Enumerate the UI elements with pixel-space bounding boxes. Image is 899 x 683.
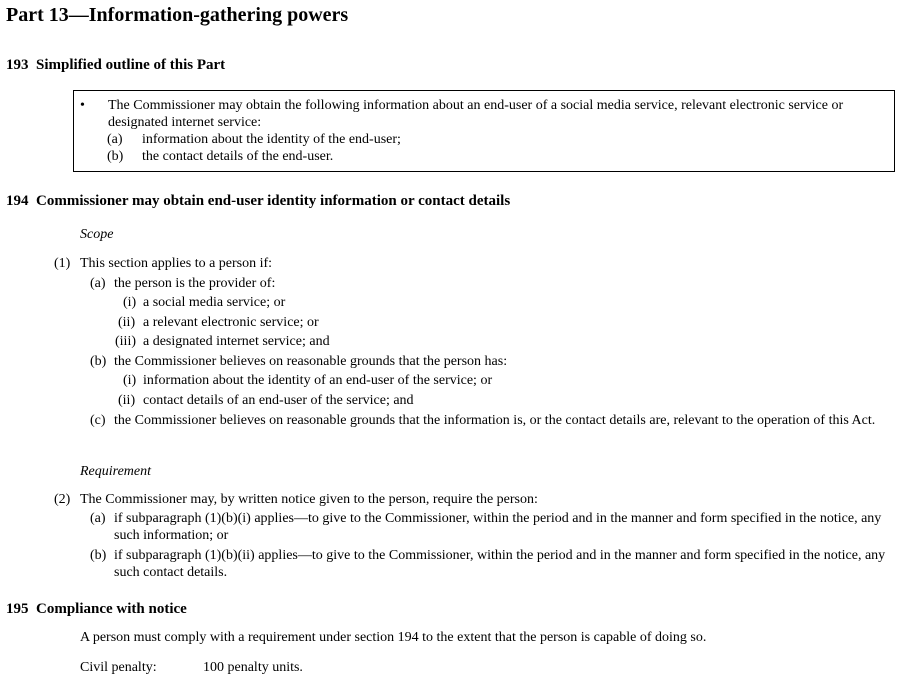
subpara-1a-i-text: a social media service; or [143, 295, 286, 310]
para-1a-text: the person is the provider of: [114, 276, 276, 291]
para-2a-label: (a) [90, 511, 106, 526]
para-1a-label: (a) [90, 276, 106, 291]
requirement-heading: Requirement [80, 464, 152, 479]
section-195-text: A person must comply with a requirement under section 194 to the extent that the person is capable of doing so. [80, 630, 707, 645]
subpara-1a-ii-text: a relevant electronic service; or [143, 315, 319, 330]
subsection-2-text: The Commissioner may, by written notice given to the person, require the person: [80, 492, 538, 507]
outline-item-b-label: (b) [107, 149, 124, 164]
section-193-title: Simplified outline of this Part [36, 57, 226, 73]
part-title: Part 13—Information-gathering powers [6, 4, 349, 26]
section-195-title: Compliance with notice [36, 601, 187, 617]
outline-bullet: • [80, 98, 85, 113]
subpara-1b-ii-label: (ii) [118, 393, 136, 408]
para-2a-text: if subparagraph (1)(b)(i) applies—to give to the Commissioner, within the period and in the manner and form specified in the notice, any such information; or [114, 511, 882, 543]
section-195-heading [6, 600, 187, 618]
outline-bullet-text: The Commissioner may obtain the following information about an end-user of a social media service, relevant electronic service or designated internet service: [108, 98, 844, 130]
para-1c-text: the Commissioner believes on reasonable grounds that the information is, or the contact details are, relevant to the operation of this Act. [114, 413, 876, 428]
section-195-number: 195 [6, 601, 29, 617]
subpara-1b-ii-text: contact details of an end-user of the service; and [143, 393, 414, 408]
subpara-1b-i-label: (i) [123, 373, 137, 388]
subpara-1a-iii-label: (iii) [115, 334, 136, 349]
para-2b-text: if subparagraph (1)(b)(ii) applies—to give to the Commissioner, within the period and in the manner and form specified in the notice, any such contact details. [114, 548, 886, 580]
section-193-heading [6, 56, 225, 74]
subpara-1a-ii-label: (ii) [118, 315, 136, 330]
civil-penalty-label: Civil penalty: [80, 660, 157, 675]
outline-item-a-label: (a) [107, 132, 123, 147]
para-1b-label: (b) [90, 354, 107, 369]
para-1c-label: (c) [90, 413, 106, 428]
subpara-1a-iii-text: a designated internet service; and [143, 334, 330, 349]
para-1b-text: the Commissioner believes on reasonable grounds that the person has: [114, 354, 508, 369]
scope-heading: Scope [80, 227, 114, 242]
section-194-number: 194 [6, 193, 29, 209]
section-194-title: Commissioner may obtain end-user identity information or contact details [36, 193, 511, 209]
section-193-number: 193 [6, 57, 29, 73]
civil-penalty-value: 100 penalty units. [203, 660, 303, 675]
subpara-1b-i-text: information about the identity of an end-user of the service; or [143, 373, 493, 388]
subsection-1-text: This section applies to a person if: [80, 256, 273, 271]
subsection-1-label: (1) [54, 256, 71, 271]
para-2b-label: (b) [90, 548, 107, 563]
section-194-heading [6, 192, 510, 210]
subpara-1a-i-label: (i) [123, 295, 137, 310]
outline-item-a-text: information about the identity of the end-user; [142, 132, 401, 147]
outline-item-b-text: the contact details of the end-user. [142, 149, 334, 164]
subsection-2-label: (2) [54, 492, 71, 507]
